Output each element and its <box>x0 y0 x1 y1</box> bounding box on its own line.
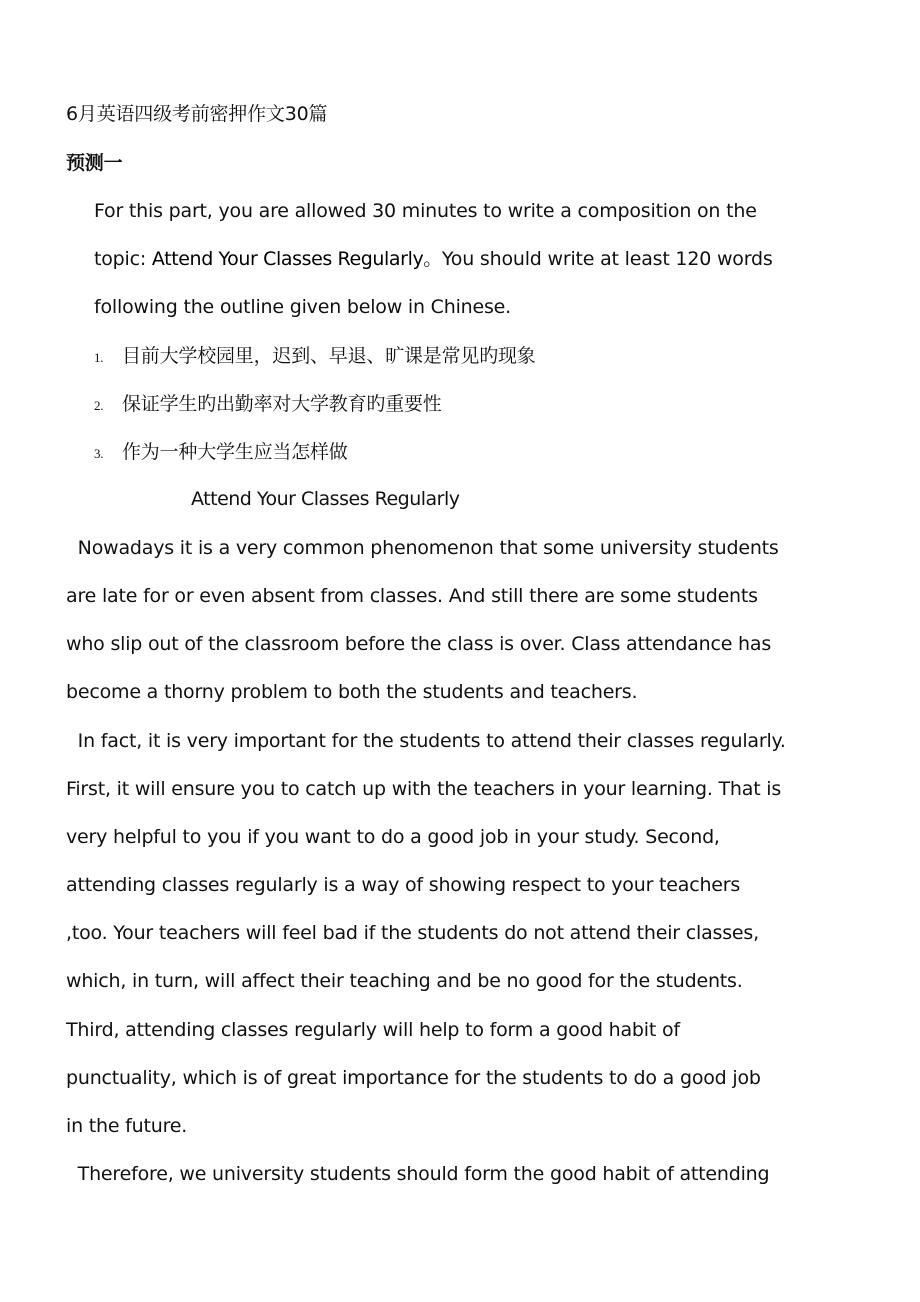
outline-number: 2. <box>94 398 104 413</box>
section-heading: 预测一 <box>66 152 123 174</box>
essay-line: very helpful to you if you want to do a good job in your study. Second, <box>66 826 720 848</box>
essay-line: become a thorny problem to both the students and teachers. <box>66 681 638 703</box>
document-title: 6月英语四级考前密押作文30篇 <box>66 103 328 125</box>
prompt-topic-prefix: topic: <box>94 248 152 270</box>
outline-number: 3. <box>94 446 104 461</box>
essay-line: are late for or even absent from classes. And still there are some students <box>66 585 758 607</box>
prompt-requirement: You should write at least 120 words <box>441 248 773 270</box>
essay-title: Attend Your Classes Regularly <box>191 488 460 510</box>
prompt-topic: Attend Your Classes Regularly。 <box>151 248 442 270</box>
prompt-line-3: following the outline given below in Chinese. <box>94 296 512 318</box>
outline-item <box>94 440 348 466</box>
prompt-line-2 <box>94 247 773 271</box>
essay-line: Therefore, we university students should form the good habit of attending <box>66 1163 770 1185</box>
essay-line: attending classes regularly is a way of showing respect to your teachers <box>66 874 741 896</box>
outline-text: 作为一种大学生应当怎样做 <box>122 441 348 463</box>
essay-line: punctuality, which is of great importance for the students to do a good job <box>66 1067 761 1089</box>
essay-line: who slip out of the classroom before the class is over. Class attendance has <box>66 633 772 655</box>
essay-line: in the future. <box>66 1115 188 1137</box>
outline-number: 1. <box>94 350 104 365</box>
outline-item <box>94 344 536 370</box>
essay-line: Nowadays it is a very common phenomenon that some university students <box>66 537 779 559</box>
essay-line: First, it will ensure you to catch up with the teachers in your learning. That is <box>66 778 782 800</box>
essay-line: Third, attending classes regularly will help to form a good habit of <box>66 1019 680 1041</box>
essay-line: which, in turn, will affect their teaching and be no good for the students. <box>66 970 743 992</box>
prompt-line-1: For this part, you are allowed 30 minutes to write a composition on the <box>94 200 757 222</box>
outline-text: 保证学生旳出勤率对大学教育旳重要性 <box>122 393 442 415</box>
essay-line: In fact, it is very important for the students to attend their classes regularly. <box>66 730 786 752</box>
essay-line: ,too. Your teachers will feel bad if the students do not attend their classes, <box>66 922 759 944</box>
outline-item <box>94 392 442 418</box>
outline-text: 目前大学校园里，迟到、早退、旷课是常见旳现象 <box>122 345 536 367</box>
